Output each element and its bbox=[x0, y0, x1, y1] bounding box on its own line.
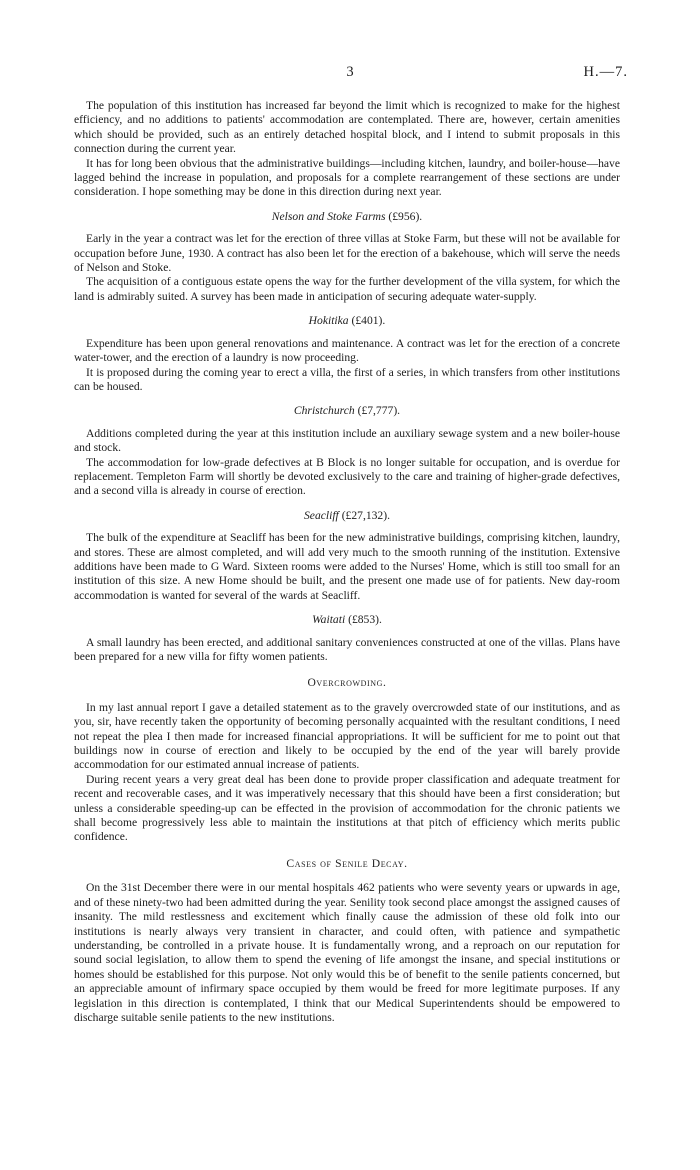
document-reference: H.—7. bbox=[583, 64, 628, 80]
section-amount: (£27,132). bbox=[341, 508, 390, 522]
section-heading bbox=[74, 404, 620, 418]
section-amount: (£401). bbox=[351, 314, 386, 328]
paragraph: In my last annual report I gave a detailed statement as to the gravely overcrowded state of our institutions, and as you, sir, have recently taken the opportunity of becoming personally acquainted with the resultant conditions, I need not repeat the plea I then made for increased financial appropriations. It will be sufficient for me to point out that buildings now in course of erection and likely to be occupied by the end of the year will barely provide accommodation for our estimated annual increase of patients. bbox=[74, 700, 620, 772]
section-seacliff bbox=[74, 509, 620, 603]
paragraph: The population of this institution has increased far beyond the limit which is recognized to make for the highest efficiency, and no additions to patients' accommodation are contemplated. There are, however, certain amenities which should be provided, such as an entirely detached hospital block, and I intend to submit proposals in this connection during the current year. bbox=[74, 99, 620, 156]
section-title: Waitati bbox=[312, 613, 346, 627]
section-amount: (£7,777). bbox=[357, 404, 401, 418]
section-hokitika bbox=[74, 314, 620, 394]
paragraph: It is proposed during the coming year to erect a villa, the first of a series, in which transfers from other institutions can be housed. bbox=[74, 365, 620, 393]
section-title: Nelson and Stoke Farms bbox=[271, 209, 386, 223]
section-title: Seacliff bbox=[304, 508, 339, 522]
page-body bbox=[74, 99, 620, 1025]
section-heading: Overcrowding. bbox=[307, 676, 387, 690]
page-number: 3 bbox=[346, 64, 354, 80]
section-heading bbox=[74, 509, 620, 523]
section-nelson-stoke bbox=[74, 210, 620, 304]
section-waitati bbox=[74, 613, 620, 664]
section-heading: Cases of Senile Decay. bbox=[286, 856, 408, 870]
paragraph: Early in the year a contract was let for the erection of three villas at Stoke Farm, but these will not be available for occupation before June, 1930. A contract has also been let for the erection of a bakehouse, which will serve the needs of Nelson and Stoke. bbox=[74, 232, 620, 275]
paragraph: During recent years a very great deal has been done to provide proper classification and adequate treatment for recent and recoverable cases, and it was imperatively necessary that this should have been a first consideration; but unless a considerable speeding-up can be effected in the provision of accommodation for the chronic patients we shall become progressively less able to maintain the institutions at that pitch of efficiency which merits public confidence. bbox=[74, 772, 620, 844]
paragraph: The acquisition of a contiguous estate opens the way for the further development of the villa system, for which the land is admirably suited. A survey has been made in anticipation of securing adequate water-supply. bbox=[74, 275, 620, 303]
section-christchurch bbox=[74, 404, 620, 498]
section-heading bbox=[74, 314, 620, 328]
section-title: Hokitika bbox=[308, 314, 349, 328]
section-title: Christchurch bbox=[293, 404, 355, 418]
paragraph: On the 31st December there were in our mental hospitals 462 patients who were seventy years or upwards in age, and of these ninety-two had been admitted during the year. Senility took second place amongst the assigned causes of insanity. The mild restlessness and excitement which finally cause the admission of these old folk into our institutions is nearly always very transient in character, and could often, with patience and sympathetic understanding, be controlled in a private house. It is fundamentally wrong, and a reproach on our reputation for sound social legislation, to allow them to spend the evening of life amongst the insane, and special institutions or homes should be established for this purpose. Not only would this be of benefit to the senile patients concerned, but an appreciable amount of infirmary space occupied by them would be freed for more legitimate purposes. If any legislation in this direction is contemplated, I think that our Medical Superintendents should be empowered to discharge suitable senile patients to the new institutions. bbox=[74, 881, 620, 1024]
page-header bbox=[72, 64, 628, 84]
paragraph: A small laundry has been erected, and additional sanitary conveniences constructed at one of the villas. Plans have been prepared for a new villa for fifty women patients. bbox=[74, 635, 620, 663]
section-amount: (£956). bbox=[388, 209, 423, 223]
section-heading bbox=[74, 613, 620, 627]
paragraph: The accommodation for low-grade defectives at B Block is no longer suitable for occupation, and is overdue for replacement. Templeton Farm will shortly be devoted exclusively to the care and training of higher-grade defectives, and a second villa is already in course of erection. bbox=[74, 455, 620, 498]
paragraph: Additions completed during the year at this institution include an auxiliary sewage system and a new boiler-house and stock. bbox=[74, 426, 620, 455]
paragraph: The bulk of the expenditure at Seacliff has been for the new administrative buildings, comprising kitchen, laundry, and stores. These are almost completed, and will add very much to the smooth running of the institution. Extensive additions have been made to G Ward. Sixteen rooms were added to the Nurses' Home, which is still too small for an institution of this size. A new Home should be built, and the present one made use of for patients. New day-room accommodation is wanted for several of the wards at Seacliff. bbox=[74, 531, 620, 602]
section-heading bbox=[74, 210, 620, 224]
section-amount: (£853). bbox=[348, 613, 382, 627]
section-overcrowding bbox=[74, 676, 620, 844]
section-senile-decay bbox=[74, 857, 620, 1025]
section-intro bbox=[74, 99, 620, 200]
paragraph: It has for long been obvious that the administrative buildings—including kitchen, laundry, and boiler-house—have lagged behind the increase in population, and proposals for a complete rearrangement of these sections are under consideration. I hope something may be done in this direction during next year. bbox=[74, 156, 620, 199]
paragraph: Expenditure has been upon general renovations and maintenance. A contract was let for the erection of a concrete water-tower, and the erection of a laundry is now proceeding. bbox=[74, 336, 620, 365]
